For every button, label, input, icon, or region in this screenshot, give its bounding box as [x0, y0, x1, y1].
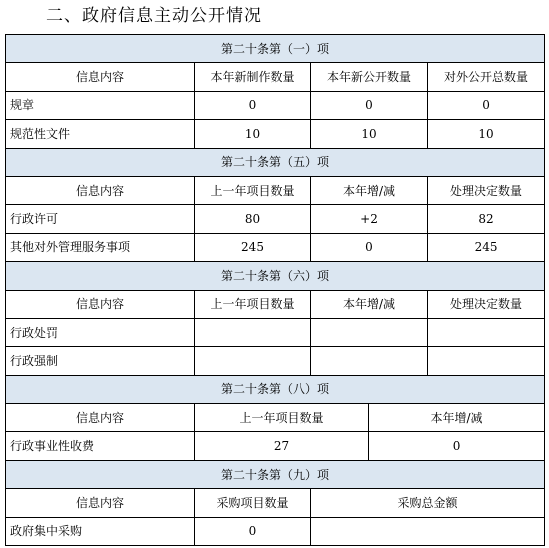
disclosure-table — [5, 34, 545, 546]
row-label: 行政处罚 — [6, 318, 195, 346]
column-header: 上一年项目数量 — [195, 290, 311, 318]
section-header-row — [6, 375, 545, 403]
table-cell: 27 — [195, 432, 369, 460]
table-row — [6, 432, 545, 460]
column-header-row — [6, 176, 545, 204]
table-cell: 10 — [311, 120, 428, 148]
section-header: 第二十条第（一）项 — [6, 35, 545, 63]
table-row — [6, 91, 545, 119]
section-header-row — [6, 35, 545, 63]
table-cell: 245 — [428, 233, 545, 261]
table-cell: 0 — [311, 233, 428, 261]
column-header: 信息内容 — [6, 176, 195, 204]
section-header: 第二十条第（八）项 — [6, 375, 545, 403]
column-header: 采购项目数量 — [195, 489, 311, 517]
section-header: 第二十条第（九）项 — [6, 460, 545, 488]
column-header: 信息内容 — [6, 290, 195, 318]
column-header: 信息内容 — [6, 489, 195, 517]
table-cell: 82 — [428, 205, 545, 233]
column-header-row — [6, 290, 545, 318]
table-row — [6, 233, 545, 261]
column-header-row — [6, 489, 545, 517]
table-row — [6, 205, 545, 233]
table-cell: 10 — [428, 120, 545, 148]
column-header-row — [6, 63, 545, 91]
table-cell — [195, 347, 311, 375]
table-cell: 0 — [195, 91, 311, 119]
section-header-row — [6, 460, 545, 488]
table-cell: 0 — [369, 432, 545, 460]
row-label: 规章 — [6, 91, 195, 119]
column-header: 本年增/减 — [369, 404, 545, 432]
column-header: 信息内容 — [6, 404, 195, 432]
column-header: 采购总金额 — [311, 489, 545, 517]
row-label: 行政事业性收费 — [6, 432, 195, 460]
table-cell — [311, 517, 545, 545]
table-row — [6, 347, 545, 375]
column-header: 信息内容 — [6, 63, 195, 91]
column-header: 本年新制作数量 — [195, 63, 311, 91]
table-cell: 0 — [195, 517, 311, 545]
section-header-row — [6, 148, 545, 176]
column-header-row — [6, 404, 545, 432]
section-header-row — [6, 262, 545, 290]
row-label: 行政许可 — [6, 205, 195, 233]
table-cell: +2 — [311, 205, 428, 233]
section-header: 第二十条第（六）项 — [6, 262, 545, 290]
column-header: 本年增/减 — [311, 290, 428, 318]
section-header: 第二十条第（五）项 — [6, 148, 545, 176]
column-header: 对外公开总数量 — [428, 63, 545, 91]
table-row — [6, 517, 545, 545]
column-header: 上一年项目数量 — [195, 176, 311, 204]
column-header: 本年增/减 — [311, 176, 428, 204]
table-row — [6, 120, 545, 148]
table-cell — [428, 318, 545, 346]
table-cell — [311, 318, 428, 346]
row-label: 行政强制 — [6, 347, 195, 375]
column-header: 本年新公开数量 — [311, 63, 428, 91]
column-header: 处理决定数量 — [428, 290, 545, 318]
section-title: 二、政府信息主动公开情况 — [46, 6, 262, 26]
table-cell: 10 — [195, 120, 311, 148]
row-label: 其他对外管理服务事项 — [6, 233, 195, 261]
row-label: 政府集中采购 — [6, 517, 195, 545]
column-header: 处理决定数量 — [428, 176, 545, 204]
table-cell — [311, 347, 428, 375]
column-header: 上一年项目数量 — [195, 404, 369, 432]
row-label: 规范性文件 — [6, 120, 195, 148]
table-cell — [195, 318, 311, 346]
table-cell: 0 — [311, 91, 428, 119]
table-cell: 0 — [428, 91, 545, 119]
table-row — [6, 318, 545, 346]
table-cell: 80 — [195, 205, 311, 233]
table-cell — [428, 347, 545, 375]
table-cell: 245 — [195, 233, 311, 261]
